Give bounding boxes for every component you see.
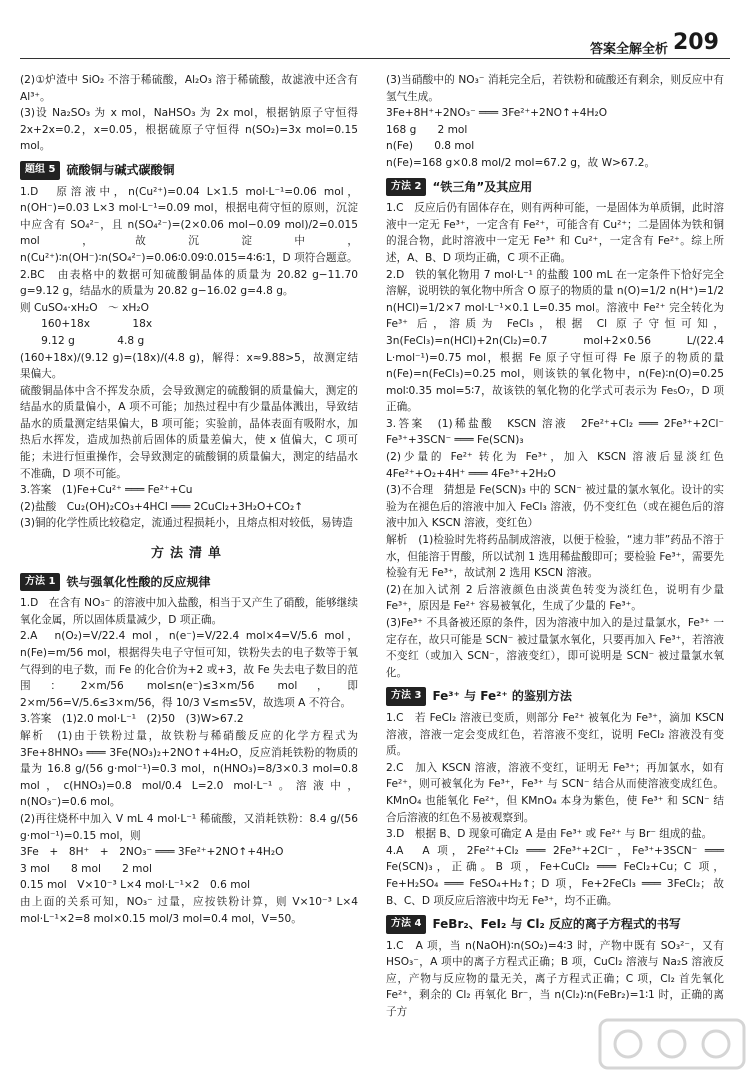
paragraph: 3.答案 (1)Fe+Cu²⁺ ═══ Fe²⁺+Cu — [20, 484, 193, 497]
paragraph: 由上面的关系可知，NO₃⁻ 过量，应按铁粉计算，则 V×10⁻³ L×4 mol·L⁻¹×2=8 mol×0.15 mol/3 mol=0.4 mol，V=50。 — [20, 895, 358, 925]
section-title: “铁三角”及其应用 — [432, 179, 533, 194]
paragraph: 168 g 2 mol — [386, 123, 468, 136]
paragraph: (3)当硝酸中的 NO₃⁻ 消耗完全后，若铁粉和硫酸还有剩余，则反应中有氢气生成。 — [386, 74, 724, 103]
section-number: 2 — [411, 180, 422, 192]
paragraph: (160+18x)/(9.12 g)=(18x)/(4.8 g)，解得：x≈9.88>5，故测定结果偏大。 — [20, 351, 358, 381]
paragraph: (2)在加入试剂 2 后溶液颜色由淡黄色转变为淡红色，说明有少量 Fe³⁺，原因是 Fe²⁺ 容易被氧化，生成了少量的 Fe³⁺。 — [386, 583, 724, 613]
paragraph: 3 mol 8 mol 2 mol — [20, 862, 152, 875]
paragraph: 3.答案 (1)稀盐酸 KSCN 溶液 2Fe²⁺+Cl₂ ═══ 2Fe³⁺+2Cl⁻ Fe³⁺+3SCN⁻ ═══ Fe(SCN)₃ — [386, 417, 735, 447]
paragraph: 硫酸铜晶体中含不挥发杂质，会导致测定的硫酸铜的质量偏大，测定的结晶水的质量偏小，A 项不可能；加热过程中有少量晶体溅出，导致结晶水的质量测定结果偏大，B 项可能；实验前，晶体表面有吸附水，加热后水挥发，造成加热前后固体的质量差偏大，使 x 值偏大，C 项可能；未进行恒重操作，会导致测定的硫酸铜的质量偏大，测定的结晶水不准确，D 项不可能。 — [20, 384, 358, 480]
paragraph: 3Fe+8H⁺+2NO₃⁻ ═══ 3Fe²⁺+2NO↑+4H₂O — [386, 107, 608, 120]
section-tag — [386, 687, 426, 706]
paragraph: 2.D 铁的氧化物用 7 mol·L⁻¹ 的盐酸 100 mL 在一定条件下恰好完全溶解，说明铁的氧化物中所含 O 原子的物质的量 n(O)=1/2 n(H⁺)=1/2 n(HCl)=1/2×7 mol·L⁻¹×0.1 L=0.35 mol。溶液中 Fe²⁺ 完全转化为 Fe³⁺ 后，溶质为 FeCl₃，根据 Cl 原子守恒可知，3n(FeCl₃)=n(HCl)+2n(Cl₂)=0.7 mol+2×0.56 L/(22.4 L·mol⁻¹)=0.75 mol，根据 Fe 原子守恒可得 Fe 原子的物质的量 n(Fe)=n(FeCl₃)=0.25 mol，则该铁的氧化物中，n(Fe)∶n(O)=0.25 mol∶0.35 mol=5∶7，故该铁的氧化物的化学式可表示为 Fe₅O₇，D 项正确。 — [386, 268, 724, 414]
section-tag-label: 方法 — [391, 918, 411, 930]
header-label: 答案全解全析 — [590, 42, 669, 57]
left-column — [20, 72, 358, 927]
section-tag-label: 方法 — [391, 180, 411, 192]
method-list-title: 方法清单 — [150, 546, 227, 562]
section-tag — [386, 178, 426, 197]
paragraph: n(Fe) 0.8 mol — [386, 140, 475, 153]
paragraph: 160+18x 18x — [20, 318, 153, 331]
paragraph: (2)盐酸 Cu₂(OH)₂CO₃+4HCl ═══ 2CuCl₂+3H₂O+CO₂↑ — [20, 500, 304, 513]
paragraph: 1.D 原溶液中，n(Cu²⁺)=0.04 L×1.5 mol·L⁻¹=0.06 mol，n(OH⁻)=0.03 L×3 mol·L⁻¹=0.09 mol，根据电荷守恒的原则，沉淀中应含有 SO₄²⁻，且 n(SO₄²⁻)=(2×0.06 mol−0.09 mol)/2=0.015 mol，故沉淀中，n(Cu²⁺)∶n(OH⁻)∶n(SO₄²⁻)=0.06∶0.09∶0.015=4∶6∶1，D 项符合题意。 — [20, 185, 358, 264]
section-heading — [20, 161, 358, 180]
paragraph: (2)再往烧杯中加入 V mL 4 mol·L⁻¹ 稀硫酸，又消耗铁粉：8.4 g/(56 g·mol⁻¹)=0.15 mol，则 — [20, 812, 358, 842]
section-tag — [386, 915, 426, 934]
section-number: 1 — [45, 575, 56, 587]
section-number: 4 — [411, 918, 422, 930]
paragraph: 3Fe + 8H⁺ + 2NO₃⁻ ═══ 3Fe²⁺+2NO↑+4H₂O — [20, 846, 284, 859]
paragraph: 0.15 mol V×10⁻³ L×4 mol·L⁻¹×2 0.6 mol — [20, 879, 251, 892]
section-tag — [20, 161, 60, 180]
paragraph: 1.C 若 FeCl₂ 溶液已变质，则部分 Fe²⁺ 被氧化为 Fe³⁺，滴加 KSCN 溶液，溶液一定会变成红色，若溶液不变红，说明 FeCl₂ 溶液没有变质。 — [386, 711, 724, 758]
paragraph: 2.A n(O₂)=V/22.4 mol，n(e⁻)=V/22.4 mol×4=V/5.6 mol，n(Fe)=m/56 mol，根据得失电子守恒可知，铁粉失去的电子数等于氧气得到的电子数，而 Fe 的化合价为+2 或+3，故 Fe 失去电子数目的范围：2×m/56 mol≤n(e⁻)≤3×m/56 mol，即 2×m/56=V/5.6≤3×m/56，得 10/3 V≤m≤5V，故选项 A 不符合。 — [20, 630, 358, 709]
paragraph: 9.12 g 4.8 g — [20, 334, 145, 347]
paragraph: 1.D 在含有 NO₃⁻ 的溶液中加入盐酸，相当于又产生了硝酸，能够继续氧化金属，所以固体质量减少，D 项正确。 — [20, 597, 358, 626]
section-heading — [386, 178, 724, 197]
page-header — [0, 0, 750, 64]
paragraph: 1.C A 项，当 n(NaOH)∶n(SO₂)=4∶3 时，产物中既有 SO₃²⁻，又有 HSO₃⁻，A 项中的离子方程式正确；B 项，CuCl₂ 溶液与 Na₂S 溶液反应，产物与反应物的量无关，离子方程式正确；C 项，Cl₂ 首先氧化 Fe²⁺，剩余的 Cl₂ 再氧化 Br⁻，当 n(Cl₂)∶n(FeBr₂)=1∶1 时，正确的离子方 — [386, 939, 724, 1019]
section-tag-label: 题组 — [25, 163, 45, 175]
page-number: 209 — [673, 30, 719, 55]
right-column — [386, 72, 735, 1021]
paragraph: (3)不合理 猜想是 Fe(SCN)₃ 中的 SCN⁻ 被过量的氯水氧化。设计的实验为在褪色后的溶液中加入 FeCl₃ 溶液，仍不变红色（或在褪色后的溶液中加入 KSCN 溶液，变红色） — [386, 484, 724, 530]
section-heading — [386, 687, 724, 706]
section-title: 硫酸铜与碱式碳酸铜 — [66, 162, 175, 177]
section-number: 5 — [45, 163, 56, 175]
section-tag-label: 方法 — [25, 575, 45, 587]
section-tag — [20, 573, 60, 592]
section-tag-label: 方法 — [391, 690, 411, 702]
paragraph: 4.A A 项，2Fe²⁺+Cl₂ ═══ 2Fe³⁺+2Cl⁻，Fe³⁺+3SCN⁻ ═══ Fe(SCN)₃，正确。B 项，Fe+CuCl₂ ═══ FeCl₂+Cu；C 项，Fe+H₂SO₄ ═══ FeSO₄+H₂↑；D 项，Fe+2FeCl₃ ═══ 3FeCl₂；故 B、C、D 项反应后溶液中均无 Fe³⁺，均不正确。 — [386, 844, 724, 907]
section-title: Fe³⁺ 与 Fe²⁺ 的鉴别方法 — [432, 689, 572, 704]
paragraph: 2.C 加入 KSCN 溶液，溶液不变红，证明无 Fe³⁺；再加氯水，如有 Fe²⁺，则可被氧化为 Fe³⁺，Fe³⁺ 与 SCN⁻ 结合从而使溶液变成红色。KMnO₄ 也能氧化 Fe²⁺，但 KMnO₄ 本身为紫色，使 Fe³⁺ 和 SCN⁻ 结合后溶液的红色不易被观察到。 — [386, 761, 724, 824]
paragraph: (2)少量的 Fe²⁺ 转化为 Fe³⁺，加入 KSCN 溶液后显淡红色 4Fe²⁺+O₂+4H⁺ ═══ 4Fe³⁺+2H₂O — [386, 451, 735, 480]
paragraph: 3.D 根据 B、D 现象可确定 A 是由 Fe³⁺ 或 Fe²⁺ 与 Br⁻ 组成的盐。 — [386, 828, 713, 841]
paragraph: 1.C 反应后仍有固体存在，则有两种可能，一是固体为单质铜，此时溶液中一定无 Fe³⁺，一定含有 Fe²⁺，可能含有 Cu²⁺；二是固体为铁和铜的混合物，此时溶液中一定无 Fe³⁺ 和 Cu²⁺，一定含有 Fe²⁺。综上所述，A、B、D 项均正确，C 项不正确。 — [386, 202, 724, 264]
watermark-logo — [598, 1016, 746, 1072]
paragraph: 解析 (1)检验时先将药品制成溶液，以便于检验，“速力菲”药品不溶于水，但能溶于胃酸，所以试剂 1 选用稀盐酸即可；要检验 Fe³⁺，需要先检验有无 Fe³⁺，故试剂 2 选用 KSCN 溶液。 — [386, 534, 724, 580]
section-title: FeBr₂、FeI₂ 与 Cl₂ 反应的离子方程式的书写 — [432, 917, 681, 932]
header-rule — [20, 58, 730, 59]
paragraph: 2.BC 由表格中的数据可知硫酸铜晶体的质量为 20.82 g−11.70 g=9.12 g，结晶水的质量为 20.82 g−16.02 g=4.8 g。 — [20, 268, 358, 298]
paragraph: (2)①炉渣中 SiO₂ 不溶于稀硫酸，Al₂O₃ 溶于稀硫酸，故滤液中还含有 Al³⁺。 — [20, 74, 358, 103]
paragraph: (3)Fe³⁺ 不具备被还原的条件，因为溶液中加入的是过量氯水，Fe³⁺ 一定存在，故只可能是 SCN⁻ 被过量氯水氧化，只要再加入 Fe³⁺，若溶液不变红（或加入 SCN⁻，溶液变红），即可说明是 SCN⁻ 被过量氯水氧化。 — [386, 617, 724, 679]
paragraph: 则 CuSO₄·xH₂O ～ xH₂O — [20, 301, 149, 314]
section-title: 铁与强氧化性酸的反应规律 — [66, 574, 211, 589]
paragraph: 3.答案 (1)2.0 mol·L⁻¹ (2)50 (3)W>67.2 — [20, 713, 244, 726]
paragraph: (3)设 Na₂SO₃ 为 x mol，NaHSO₃ 为 2x mol，根据钠原子守恒得 2x+2x=0.2，x=0.05，根据硫原子守恒得 n(SO₂)=3x mol=0.15 mol。 — [20, 107, 358, 153]
paragraph: 解析 (1)由于铁粉过量，故铁粉与稀硝酸反应的化学方程式为 3Fe+8HNO₃ ═══ 3Fe(NO₃)₂+2NO↑+4H₂O，反应消耗铁粉的物质的量为 16.8 g/(56 g·mol⁻¹)=0.3 mol，n(HNO₃)=8/3×0.3 mol=0.8 mol，c(HNO₃)=0.8 mol/0.4 L=2.0 mol·L⁻¹。溶液中，n(NO₃⁻)=0.6 mol。 — [20, 729, 358, 809]
paragraph: (3)铜的化学性质比较稳定，流通过程损耗小，且熔点相对较低，易铸造 — [20, 517, 353, 530]
section-heading — [386, 915, 724, 934]
paragraph: n(Fe)=168 g×0.8 mol/2 mol=67.2 g，故 W>67.2。 — [386, 156, 656, 169]
section-heading — [20, 573, 358, 592]
section-number: 3 — [411, 690, 422, 702]
